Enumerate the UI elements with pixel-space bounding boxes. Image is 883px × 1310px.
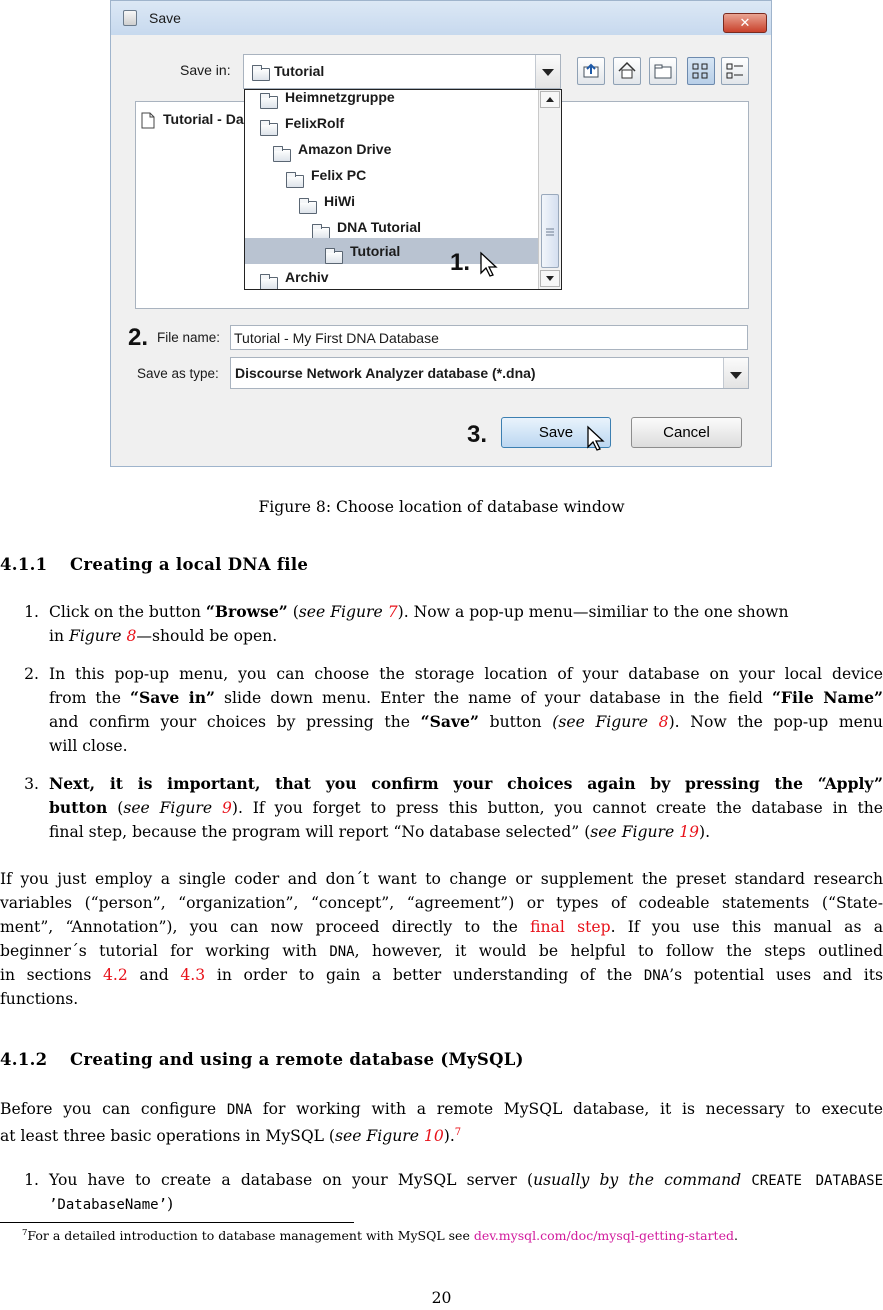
grip-icon <box>542 195 558 267</box>
list-item-line: final step, because the program will report “No database selected” (see Figure 19). <box>49 823 711 841</box>
paragraph-line: functions. <box>0 990 79 1008</box>
dropdown-item-label: Felix PC <box>311 167 367 183</box>
list-item-line: Click on the button “Browse” (see Figure 7). Now a pop-up menu—similiar to the one shown <box>49 602 789 621</box>
scroll-thumb[interactable] <box>541 194 559 268</box>
mouse-cursor-icon <box>586 425 606 453</box>
section-link[interactable]: 4.2 <box>102 966 128 984</box>
save-button[interactable]: Save <box>501 417 611 448</box>
save-as-type-label: Save as type: <box>137 366 219 381</box>
paragraph-line: at least three basic operations in MySQL (see Figure 10).$^7$ <box>0 1127 462 1146</box>
figure-link[interactable]: 19 <box>679 823 700 841</box>
paragraph-line: beginner´s tutorial for working with DNA, however, it would be helpful to follow the steps outlined <box>0 942 883 960</box>
section-link[interactable]: 4.3 <box>180 966 206 984</box>
figure-link[interactable]: 10 <box>423 1127 444 1146</box>
footnote-link[interactable]: dev.mysql.com/doc/mysql-getting-started <box>473 1228 734 1244</box>
save-dialog <box>110 0 772 467</box>
scroll-up-button[interactable] <box>540 91 560 108</box>
chevron-down-icon[interactable] <box>723 358 748 388</box>
new-folder-icon <box>650 58 676 84</box>
paragraph-line: in sections 4.2 and 4.3 in order to gain a better understanding of the DNA’s potential uses and its <box>0 966 883 984</box>
dropdown-item[interactable] <box>245 188 538 214</box>
home-button[interactable] <box>613 57 641 85</box>
dropdown-item-label: Heimnetzgruppe <box>285 89 395 105</box>
step-marker-3: 3. <box>467 421 488 448</box>
dropdown-scrollbar[interactable] <box>538 90 561 289</box>
list-number: 1. <box>24 603 39 621</box>
chevron-down-icon[interactable] <box>535 55 560 88</box>
dropdown-item[interactable] <box>245 89 538 110</box>
folder-icon <box>299 201 317 214</box>
up-one-level-button[interactable] <box>577 57 605 85</box>
list-view-icon <box>688 58 714 84</box>
page-number: 20 <box>431 1289 452 1307</box>
folder-icon <box>260 277 278 290</box>
folder-icon <box>252 68 270 81</box>
save-in-label: Save in: <box>180 62 231 78</box>
save-in-dropdown[interactable] <box>244 89 562 290</box>
file-icon <box>141 112 155 129</box>
up-one-level-icon <box>578 58 604 84</box>
list-number: 3. <box>24 775 39 793</box>
footnote: $^7$For a detailed introduction to database management with MySQL see dev.mysql.com/doc/mysql-getting-started. <box>22 1228 738 1244</box>
section-number: 4.1.2 <box>0 1050 48 1069</box>
list-item-line: from the “Save in” slide down menu. Enter the name of your database in the field “File Name” <box>49 688 883 707</box>
list-item-line: ’DatabaseName’) <box>49 1195 174 1213</box>
cancel-button[interactable]: Cancel <box>631 417 742 448</box>
file-list-item[interactable]: Tutorial - Da <box>163 111 244 127</box>
dialog-titlebar <box>111 1 771 35</box>
list-number: 2. <box>24 665 39 683</box>
section-number: 4.1.1 <box>0 555 48 574</box>
list-item-line: and confirm your choices by pressing the “Save” button (see Figure 8). Now the pop-up menu <box>49 712 883 731</box>
step-marker-1: 1. <box>450 249 471 276</box>
folder-icon <box>286 175 304 188</box>
figure-link[interactable]: 7 <box>387 603 398 621</box>
dropdown-item-label: HiWi <box>324 193 355 209</box>
folder-icon <box>260 96 278 109</box>
mouse-cursor-icon <box>479 251 499 279</box>
paragraph-line: variables (“person”, “organization”, “concept”, “agreement”) or types of codeable statements (“State- <box>0 894 883 912</box>
list-item-line: You have to create a database on your MySQL server (usually by the command CREATE DATABASE <box>49 1171 883 1189</box>
save-as-type-combo[interactable] <box>230 357 749 389</box>
paragraph-line: If you just employ a single coder and don´t want to change or supplement the preset standard research <box>0 870 883 888</box>
dialog-title: Save <box>149 10 181 26</box>
paragraph-line: Before you can configure DNA for working with a remote MySQL database, it is necessary to execute <box>0 1100 883 1118</box>
new-folder-button[interactable] <box>649 57 677 85</box>
app-icon <box>123 10 137 26</box>
dropdown-item-label: Amazon Drive <box>298 141 392 157</box>
figure-link[interactable]: 8 <box>126 627 137 645</box>
dropdown-item[interactable] <box>245 162 538 188</box>
dropdown-item-label: FelixRolf <box>285 115 345 131</box>
chevron-up-icon <box>541 92 559 107</box>
section-title: Creating a local DNA file <box>70 555 309 574</box>
step-marker-2: 2. <box>128 324 149 351</box>
file-name-input[interactable] <box>230 325 748 350</box>
dropdown-item-label: DNA Tutorial <box>337 219 421 235</box>
save-in-value: Tutorial <box>274 63 325 79</box>
list-item-line: will close. <box>49 737 128 755</box>
close-button[interactable]: ✕ <box>723 13 767 33</box>
folder-icon <box>325 251 343 264</box>
dropdown-item[interactable] <box>245 136 538 162</box>
figure-caption: Figure 8: Choose location of database window <box>258 498 625 516</box>
scroll-down-button[interactable] <box>540 270 560 287</box>
save-as-type-value: Discourse Network Analyzer database (*.dna) <box>235 365 536 381</box>
dropdown-item-label: Archiv <box>285 269 329 285</box>
list-view-button[interactable] <box>687 57 715 85</box>
dropdown-item[interactable] <box>245 214 538 240</box>
save-in-combo[interactable] <box>243 54 561 89</box>
footnote-rule <box>0 1222 354 1223</box>
figure-link[interactable]: 8 <box>658 713 669 731</box>
file-name-label: File name: <box>157 330 221 345</box>
file-name-value: Tutorial - My First DNA Database <box>234 330 439 346</box>
paragraph-line: ment”, “Annotation”), you can now proceed directly to the final step. If you use this manual as a <box>0 918 883 936</box>
folder-icon <box>273 149 291 162</box>
list-item-line: button (see Figure 9). If you forget to press this button, you cannot create the database in the <box>49 798 883 817</box>
section-title: Creating and using a remote database (MySQL) <box>70 1050 524 1069</box>
details-view-icon <box>722 58 748 84</box>
list-item-line: Next, it is important, that you confirm your choices again by pressing the “Apply” <box>49 774 883 793</box>
footnote-ref[interactable]: 7 <box>454 1127 462 1138</box>
home-icon <box>614 58 640 84</box>
dropdown-item[interactable] <box>245 110 538 136</box>
folder-icon <box>260 123 278 136</box>
details-view-button[interactable] <box>721 57 749 85</box>
list-number: 1. <box>24 1171 39 1189</box>
figure-link[interactable]: 9 <box>221 799 232 817</box>
list-item-line: In this pop-up menu, you can choose the storage location of your database on your local device <box>49 665 883 683</box>
chevron-down-icon <box>541 271 559 286</box>
dropdown-item-label: Tutorial <box>350 243 401 259</box>
final-step-link[interactable]: final step <box>530 918 611 936</box>
list-item-line: in Figure 8—should be open. <box>49 627 278 645</box>
